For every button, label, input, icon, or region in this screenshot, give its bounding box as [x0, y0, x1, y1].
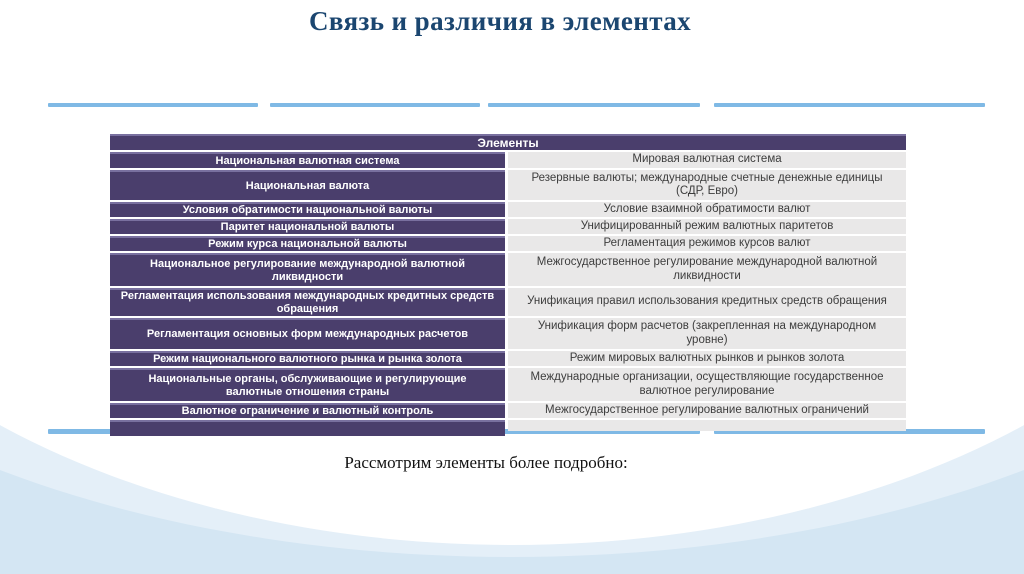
divider-segment: [488, 103, 700, 107]
national-system-cell: Национальная валюта: [110, 170, 505, 200]
world-system-cell: Резервные валюты; международные счетные денежные единицы (СДР, Евро): [508, 170, 906, 200]
table-row: [110, 202, 906, 217]
slide-title: Связь и различия в элементах: [308, 6, 692, 36]
world-system-cell: Межгосударственное регулирование валютных ограничений: [508, 403, 906, 418]
world-system-cell: Международные организации, осуществляющие государственное валютное регулирование: [508, 368, 906, 401]
table-row: [110, 219, 906, 234]
table-header: Элементы: [110, 134, 906, 150]
national-system-cell: Регламентация основных форм международных расчетов: [110, 318, 505, 349]
divider-segment: [48, 103, 258, 107]
table-row: [110, 403, 906, 418]
world-system-cell: Унификация правил использования кредитных средств обращения: [508, 288, 906, 316]
world-system-cell: Унификация форм расчетов (закрепленная на международном уровне): [508, 318, 906, 349]
table-body: [110, 152, 906, 436]
divider-segment: [270, 103, 480, 107]
elements-comparison-table: [110, 134, 906, 438]
world-system-cell: Межгосударственное регулирование международной валютной ликвидности: [508, 253, 906, 286]
national-system-cell: Режим курса национальной валюты: [110, 236, 505, 251]
world-system-cell: [508, 420, 906, 431]
world-system-cell: Мировая валютная система: [508, 152, 906, 168]
national-system-cell: Паритет национальной валюты: [110, 219, 505, 234]
national-system-cell: Регламентация использования международных кредитных средств обращения: [110, 288, 505, 316]
table-row: [110, 253, 906, 286]
world-system-cell: Регламентация режимов курсов валют: [508, 236, 906, 251]
divider-segment: [714, 103, 985, 107]
footer-note: Рассмотрим элементы более подробно:: [344, 453, 628, 472]
national-system-cell: Национальные органы, обслуживающие и регулирующие валютные отношения страны: [110, 368, 505, 401]
table-row: [110, 288, 906, 316]
national-system-cell: [110, 420, 505, 436]
table-row: [110, 152, 906, 168]
table-row: [110, 351, 906, 366]
world-system-cell: Унифицированный режим валютных паритетов: [508, 219, 906, 234]
national-system-cell: Режим национального валютного рынка и рынка золота: [110, 351, 505, 366]
world-system-cell: Режим мировых валютных рынков и рынков золота: [508, 351, 906, 366]
table-row: [110, 170, 906, 200]
national-system-cell: Условия обратимости национальной валюты: [110, 202, 505, 217]
national-system-cell: Национальное регулирование международной валютной ликвидности: [110, 253, 505, 286]
national-system-cell: Национальная валютная система: [110, 152, 505, 168]
table-row: [110, 318, 906, 349]
table-row: [110, 420, 906, 436]
national-system-cell: Валютное ограничение и валютный контроль: [110, 403, 505, 418]
world-system-cell: Условие взаимной обратимости валют: [508, 202, 906, 217]
table-row: [110, 368, 906, 401]
table-row: [110, 236, 906, 251]
